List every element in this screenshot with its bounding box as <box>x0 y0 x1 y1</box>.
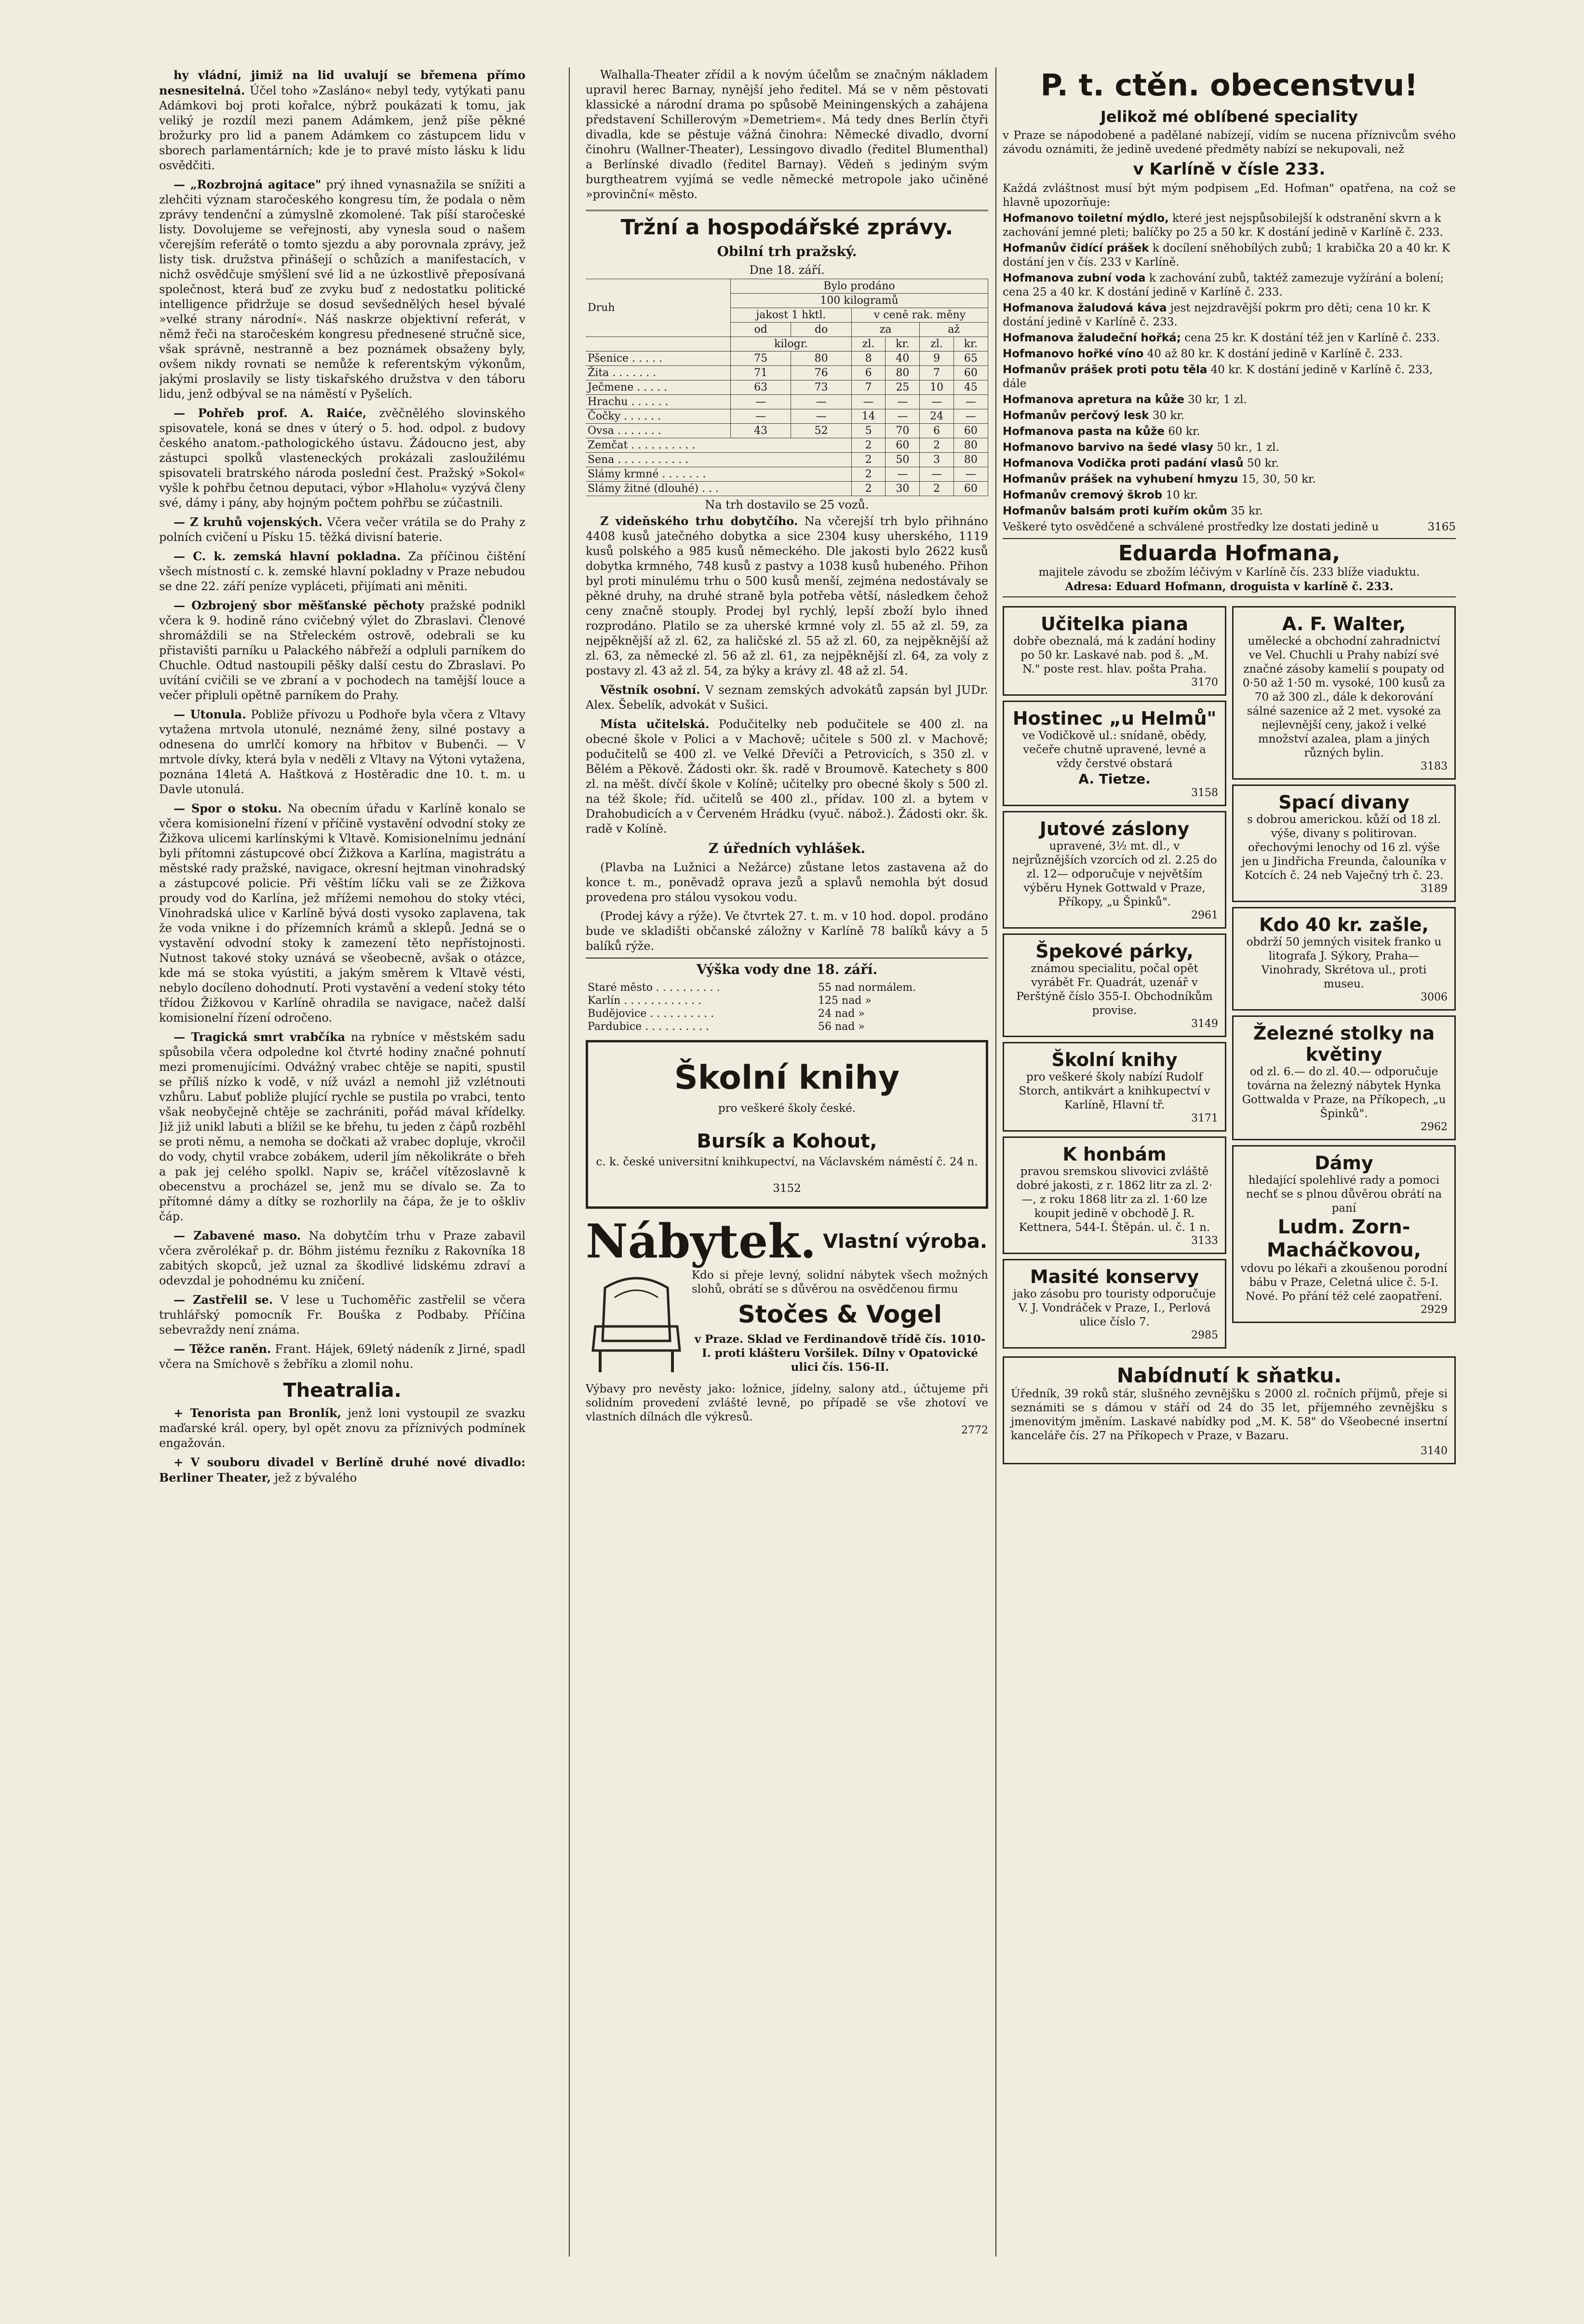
row-name: Pšenice . . . . . <box>586 351 730 366</box>
cell: 2 <box>851 482 885 496</box>
paragraph-lead: — Zabavené maso. <box>174 1229 301 1243</box>
ad-marriage <box>1003 1356 1456 1464</box>
cell: 25 <box>886 380 920 395</box>
table-head-zl: zl. <box>920 337 953 351</box>
paragraph-text: jenž loni vystoupil ze svazku maďarské král. opery, byl opět znovu za příznivých podmínek engažován. <box>159 1406 525 1450</box>
paragraph: (Prodej kávy a rýže). Ve čtvrtek 27. t. m. v 10 hod. dopol. prodáno bude ve skladišti občanské záložny v Karlíně 78 balíků kávy a 5 balíků rýže. <box>586 909 988 953</box>
paragraph <box>159 514 525 545</box>
product-name: Hofmanova Vodička proti padání vlasů <box>1003 457 1244 470</box>
product-name: Hofmanův prášek na vyhubení hmyzu <box>1003 473 1238 486</box>
market-paragraphs <box>586 513 988 837</box>
paragraph-lead: — „Rozbrojná agitace" <box>174 177 322 191</box>
table-head-druh: Druh <box>586 279 730 337</box>
row-name: Zemčat . . . . . . . . . . <box>586 438 851 453</box>
paragraph-text: na rybníce v městském sadu spůsobila včera odpoledne kol čtvrté hodiny značné pohnutí mezi promenujícími. Odvážný vrabec chtěje se napiti, spustil se příliš nízko k vodě, v níž uvázl a nemohl již vzlétnouti vzhůru. Labuť pobliže plující rychle se pustila po vrabci, tento však neobyčejně chtěje se zachrániti, pořád mával křídelky. Již již unikl labuti a blížil se ke břehu, tu jeden z čápů rozběhl se proti němu, a nemoha se dočkati až vrabec dopluje, vkročil do vody, chytil vrabce zobákem, uderil jím několikráte o břeh a pak jej celého spolkl. Napiv se, kráčel vítězoslavně k obecenstvu a procházel se, jenž mu se dívalo se. Za to přítomné dámy a dítky se rozhorlily na čápa, že je to oškliv čáp. <box>159 1030 525 1223</box>
product-text: k docílení sněhobílých zubů; 1 krabička 20 a 40 kr. K dostání jen v čís. 233 v Karlíně. <box>1003 242 1450 269</box>
paragraph <box>159 549 525 594</box>
product-text: 30 kr. <box>1152 409 1185 422</box>
table-row <box>586 424 988 438</box>
cell: 70 <box>886 424 920 438</box>
table-head-od: od <box>730 323 791 337</box>
cell: — <box>886 409 920 424</box>
paragraph-text: jež z bývalého <box>274 1471 357 1485</box>
classified-ad <box>1003 701 1226 806</box>
paragraph <box>586 682 988 713</box>
ad-number: 2962 <box>1421 1121 1448 1133</box>
product-item <box>1003 409 1456 423</box>
classified-ads <box>1003 601 1456 1353</box>
paragraph-lead: — Těžce raněn. <box>174 1342 271 1356</box>
ad-title: Školní knihy <box>674 1059 900 1097</box>
cell: 2 <box>851 438 885 453</box>
table-row <box>586 380 988 395</box>
product-item <box>1003 457 1456 471</box>
paragraph-lead: — Spor o stoku. <box>174 801 282 815</box>
ad-title: A. F. Walter, <box>1282 613 1406 635</box>
ad-title: Spací divany <box>1278 792 1409 813</box>
cell: 60 <box>953 424 988 438</box>
cell: 3 <box>920 453 953 467</box>
water-place: Pardubice . . . . . . . . . . <box>588 1021 710 1033</box>
paragraph <box>159 1405 525 1451</box>
product-name: Hofmanova žaludeční hořká; <box>1003 332 1181 344</box>
ad-number: 3170 <box>1191 676 1218 689</box>
cell: — <box>886 467 920 482</box>
cell: 75 <box>730 351 791 366</box>
paragraph-text: V lese u Tuchoměřic zastřelil se včera truhlářský pomocník Fr. Bouška z Podbaby. Příčina sebevraždy není známa. <box>159 1293 525 1337</box>
paragraph <box>159 1455 525 1486</box>
ad-body: obdrží 50 jemných visitek franko u litografa J. Sýkory, Praha—Vinohrady, Skrétova ul., proti museu. <box>1246 936 1442 990</box>
cell: 63 <box>730 380 791 395</box>
cell: 5 <box>851 424 885 438</box>
product-text: jest nejzdravější pokrm pro děti; cena 10 kr. K dostání jedině v Karlíně č. 233. <box>1003 302 1430 328</box>
ad-body: jako zásobu pro touristy odporučuje V. J. Vondráček v Praze, I., Perlová ulice číslo 7. <box>1013 1288 1216 1328</box>
row-name: Žita . . . . . . . <box>586 366 730 380</box>
classified-ad <box>1232 907 1456 1011</box>
table-head-az: až <box>920 323 988 337</box>
ad-number: 3133 <box>1191 1235 1218 1247</box>
hofman-products <box>1003 212 1456 518</box>
official-paragraphs <box>586 860 988 954</box>
ad-title: Masité konservy <box>1030 1266 1199 1287</box>
sofa-illustration <box>586 1269 687 1379</box>
product-item <box>1003 347 1456 361</box>
cell: 2 <box>920 482 953 496</box>
paragraph-lead: Místa učitelská. <box>600 717 710 731</box>
water-value: 56 nad » <box>818 1021 865 1033</box>
ad-body: Výbavy pro nevěsty jako: ložnice, jídelny, salony atd., účtujeme při solidním provedení zvlášté levně, po případě se vše zhotoví ve vlastních dílnách dle výkresů. <box>586 1383 988 1423</box>
row-name: Sena . . . . . . . . . . . <box>586 453 851 467</box>
table-row <box>586 395 988 409</box>
paragraph-lead: + Tenorista pan Bronlík, <box>174 1406 341 1420</box>
ad-school-books <box>586 1040 988 1209</box>
row-name: Ječmene . . . . . <box>586 380 730 395</box>
ad-title: Nábytek. <box>586 1214 817 1269</box>
product-item <box>1003 331 1456 345</box>
ad-number: 3152 <box>773 1182 801 1195</box>
ad-title: Dámy <box>1315 1152 1373 1174</box>
table-head-kr: kr. <box>953 337 988 351</box>
classified-ad <box>1003 1259 1226 1349</box>
ad-title: Kdo 40 kr. zašle, <box>1259 914 1429 935</box>
ad-firm: Bursík a Kohout, <box>697 1130 877 1152</box>
cell: 6 <box>920 424 953 438</box>
product-text: 50 kr. <box>1247 457 1279 470</box>
classified-ad <box>1003 1042 1226 1132</box>
product-name: Hofmanovo hořké víno <box>1003 348 1144 360</box>
paragraph-text: V seznam zemských advokátů zapsán byl JUDr. Alex. Šebelík, advokát v Sušici. <box>586 683 988 712</box>
classified-ad <box>1003 811 1226 929</box>
table-row <box>586 438 988 453</box>
paragraph-lead: + V souboru divadel v Berlíně druhé nové divadlo: Berliner Theater, <box>159 1455 525 1485</box>
product-text: 40 kr. K dostání jedině v Karlíně č. 233, dále <box>1003 364 1433 390</box>
cell: — <box>953 409 988 424</box>
cell: — <box>730 395 791 409</box>
hofman-firm-line: majitele závodu se zbožím léčivým v Karlíně čís. 233 blíže viaduktu. <box>1038 566 1420 579</box>
paragraph-lead: — Ozbrojený sbor měšťanské pěchoty <box>174 598 424 612</box>
hofman-address: Adresa: Eduard Hofmann, droguista v karlíně č. 233. <box>1003 580 1456 597</box>
table-row <box>586 482 988 496</box>
table-row <box>586 1007 988 1020</box>
cell: — <box>920 395 953 409</box>
paragraph <box>159 1228 525 1288</box>
classified-ad <box>1232 1015 1456 1140</box>
cell: 9 <box>920 351 953 366</box>
ad-title: Hostinec „u Helmů" <box>1012 708 1217 729</box>
ad-number: 3189 <box>1421 883 1448 895</box>
paragraph: (Plavba na Lužnici a Nežárce) zůstane letos zastavena až do konce t. m., poněvadž oprava jezů a splavů nemohla být dosud provedena pro stálou vysokou vodu. <box>586 861 988 904</box>
product-text: cena 25 kr. K dostání též jen v Karlíně č. 233. <box>1184 332 1440 344</box>
product-name: Hofmanova zubní voda <box>1003 272 1146 284</box>
table-head-zl: zl. <box>851 337 885 351</box>
product-item <box>1003 425 1456 439</box>
paragraph-text: pražské podnikl včera k 9. hodině ráno cvičebný výlet do Zbraslavi. Členové shromáždili se na Střeleckém ostrově, odebrali se ku přistavišti parníku u Palackého nábřeží a odpluli parníkem do Chuchle. Odtud nastoupili pěšky další cestu do Zbraslavi. Po uvítání cvičili se ve zbraní a v pochodech na tamější louce a večer připluli opětně parníkem do Prahy. <box>159 599 525 702</box>
water-place: Budějovice . . . . . . . . . . <box>588 1008 714 1020</box>
product-name: Hofmanova pasta na kůže <box>1003 425 1165 438</box>
product-name: Hofmanův cremový škrob <box>1003 489 1163 501</box>
table-head-sold: Bylo prodáno <box>730 279 988 294</box>
paragraph <box>159 1029 525 1224</box>
cell: 6 <box>851 366 885 380</box>
cell: 14 <box>851 409 885 424</box>
ad-body: hledající spolehlivé rady a pomoci nechť se s plnou důvěrou obrátí na paní <box>1246 1174 1442 1215</box>
ad-sub: pro veškeré školy české. <box>718 1102 856 1115</box>
cell: 10 <box>920 380 953 395</box>
news-paragraphs <box>159 68 525 1372</box>
product-item <box>1003 242 1456 270</box>
ad-number: 2985 <box>1191 1329 1218 1341</box>
market-subheading: Obilní trh pražský. <box>717 243 857 259</box>
cell: 7 <box>920 366 953 380</box>
ad-address: v Praze. Sklad ve Ferdinandově třídě čís. 1010-I. proti klášteru Voršilek. Dílny v Opatovické ulici čís. 156-II. <box>694 1333 986 1374</box>
table-head-100kg: 100 kilogramů <box>730 294 988 308</box>
column-left <box>159 68 525 1489</box>
ads-left-column <box>1003 601 1226 1353</box>
ad-side: Vlastní výroba. <box>823 1230 988 1253</box>
hofman-intro: v Praze se nápodobené a padělané nabízejí, vidím se nucena příznivcům svého závodu oznámiti, že jedině uvedené předměty nabízí se nekupovali, než <box>1003 129 1456 156</box>
table-row <box>586 994 988 1007</box>
product-text: 50 kr., 1 zl. <box>1217 441 1279 454</box>
table-head-za: za <box>851 323 920 337</box>
market-heading: Tržní a hospodářské zprávy. <box>586 210 988 240</box>
product-text: 60 kr. <box>1168 425 1200 438</box>
ad-number: 3140 <box>1421 1445 1448 1457</box>
ad-body: ve Vodičkově ul.: snídaně, obědy, večeře chutně upravené, levné a vždy čerstvé obstará <box>1022 730 1207 770</box>
cell: 40 <box>886 351 920 366</box>
product-text: 40 až 80 kr. K dostání jedině v Karlíně č. 233. <box>1147 348 1403 360</box>
water-value: 24 nad » <box>818 1008 865 1020</box>
classified-ad <box>1232 784 1456 902</box>
paragraph-lead: — Utonula. <box>174 707 246 721</box>
ad-body: vdovu po lékaři a zkoušenou porodní bábu v Praze, Celetná ulice č. 5-I. Nové. Po přání též celé zaopatření. <box>1240 1262 1448 1303</box>
cell: — <box>886 395 920 409</box>
ad-body: dobře obeznalá, má k zadání hodiny po 50 kr. Laskavé nab. pod š. „M. N." poste rest. hlav. pošta Praha. <box>1013 635 1216 676</box>
product-text: 30 kr, 1 zl. <box>1188 393 1247 406</box>
ad-furniture <box>586 1214 988 1436</box>
row-name: Čočky . . . . . . <box>586 409 730 424</box>
water-value: 55 nad normálem. <box>818 982 916 994</box>
paragraph <box>586 513 988 678</box>
classified-ad <box>1003 933 1226 1037</box>
cell: 76 <box>791 366 852 380</box>
paragraph-text: Podučitelky neb podučitele se 400 zl. na obecné škole v Polici a v Machově; učitele s 500 zl. v Machově; podučitelů se 400 zl. ve Velké Dřevíči a Petrovicích, s 350 zl. v Bělém a Pěkově. Žádosti okr. šk. radě v Broumově. Katechety s 800 zl. na měšt. dívčí škole v Kolíně; učitelky pro obecné školy s 500 zl. na též škole; říd. učitelů se 400 zl., přídav. 100 zl. a bytem v Drahobudicích a v Červeném Hrádku (vyuč. nábož.). Žádosti okr. šk. radě v Kolíně. <box>586 717 988 836</box>
paragraph <box>159 177 525 402</box>
product-name: Hofmanův balsám proti kuřím okům <box>1003 505 1228 517</box>
water-level-table <box>586 981 988 1033</box>
ad-number: 3171 <box>1191 1112 1218 1124</box>
cell: 65 <box>953 351 988 366</box>
paragraph-lead: — Z kruhů vojenských. <box>174 515 322 529</box>
water-place: Staré město . . . . . . . . . . <box>588 982 720 994</box>
paragraph-text: prý ihned vynasnažila se snížiti a zlehčiti význam staročeského kongresu tím, že podala o něm zprávy tendenční a zúmyslně zkomolené. Tak píší staročeské listy. Dovolujeme se veřejnosti, aby vynesla soud o našem včerejším referátě o tomto sjezdu a aby porovnala zprávy, jež listy tisk. družstva přinášejí o schůzích a manifestacích, v nichž osvědčuje smýšlení své lid a ne úzkostlivě přeposívaná společnost, která buď ze zvyku buď z nedostatku politické intelligence přidržuje se dosud sevšednělých hesel bývalé »velké strany národní«. Náš naskrze objektivní referát, v němž řeči na staročeském kongresu přednesené stručně sice, však správně, nestranně a bez poznámek obsaženy byly, ovšem nikdy rovnati se nemůže k referentským výkonům, jakými proslavily se listy tiskařského družstva v den táboru lidu, jenž odbýval se na náměstí v Pyšelích. <box>159 178 525 401</box>
product-text: 15, 30, 50 kr. <box>1241 473 1316 486</box>
cell: 2 <box>851 453 885 467</box>
product-text: které jest nejspůsobilejší k odstranění skvrn a k zachování jemné pleti; balíčky po 25 a 50 kr. K dostání jedině v Karlíně č. 233. <box>1003 212 1443 239</box>
cell: — <box>791 395 852 409</box>
paragraph <box>159 405 525 511</box>
cell: — <box>730 409 791 424</box>
cell: 2 <box>851 467 885 482</box>
table-row <box>586 467 988 482</box>
cell: — <box>953 395 988 409</box>
product-item <box>1003 271 1456 299</box>
hofman-intro2: Každá zvláštnost musí být mým podpisem „Ed. Hofman" opatřena, na což se hlavně upozorňuje: <box>1003 182 1456 209</box>
table-row <box>586 453 988 467</box>
water-value: 125 nad » <box>818 995 872 1007</box>
hofman-banner: Jelikož mé oblíbené speciality <box>1100 108 1358 126</box>
cell: 80 <box>886 366 920 380</box>
table-row <box>586 351 988 366</box>
column-right <box>1003 68 1456 1469</box>
product-item <box>1003 363 1456 391</box>
product-item <box>1003 301 1456 329</box>
product-item <box>1003 504 1456 518</box>
cell: 80 <box>953 438 988 453</box>
paragraph-lead: Z videňského trhu dobytčího. <box>600 514 798 528</box>
table-row <box>586 409 988 424</box>
hofman-closing-number: 3165 <box>1427 521 1456 533</box>
grain-price-table <box>586 279 988 496</box>
ad-number: 3006 <box>1421 991 1448 1003</box>
product-item <box>1003 473 1456 486</box>
paragraph <box>586 716 988 837</box>
ad-body: od zl. 6.— do zl. 40.— odporučuje továrna na železný nábytek Hynka Gottwalda v Praze, na Příkopech, „u Špinků". <box>1242 1066 1446 1120</box>
column-middle <box>586 68 988 1436</box>
theatralia-heading: Theatralia. <box>283 1379 402 1402</box>
cell: 60 <box>886 438 920 453</box>
paragraph-text: Pobliže přívozu u Podhoře byla včera z Vltavy vytažena mrtvola utonulé, neznámé ženy, silné postavy a odnesena do umrlčí komory na hřbitov v Bubenči. — V mrtvole dívky, která byla v neděli z Vltavy na Výtoni vytažena, poznána 14letá A. Haštková z Hostěradic dne 10. t. m. u Davle utonulá. <box>159 708 525 796</box>
cell: — <box>953 467 988 482</box>
table-head-price: v ceně rak. měny <box>851 308 988 323</box>
row-name: Slámy krmné . . . . . . . <box>586 467 851 482</box>
product-name: Hofmanův prášek proti potu těla <box>1003 364 1208 376</box>
water-heading: Výška vody dne 18. září. <box>586 958 988 977</box>
paragraph-text: Frant. Hájek, 69letý nádeník z Jirné, spadl včera na Smíchově s žebříku a zlomil nohu. <box>159 1342 525 1371</box>
table-note: Na trh dostavilo se 25 vozů. <box>705 498 869 512</box>
paragraph-lead: hy vládní, jimiž na lid uvalují se břemena přímo nesnesitelná. <box>159 68 525 97</box>
ad-title: K honbám <box>1062 1144 1167 1165</box>
ad-firm: Ludm. Zorn-Macháčkovou, <box>1267 1216 1421 1261</box>
paragraph-lead: Věstník osobní. <box>600 683 700 697</box>
market-date: Dne 18. září. <box>749 263 825 277</box>
table-head-kilogr: kilogr. <box>730 337 851 351</box>
hofman-closing: Veškeré tyto osvědčené a schválené prostředky lze dostati jedině u 3165 <box>1003 521 1456 533</box>
paragraph-lead: — Zastřelil se. <box>174 1293 273 1307</box>
ad-title: Jutové záslony <box>1039 818 1190 839</box>
cell: — <box>920 467 953 482</box>
product-item <box>1003 393 1456 407</box>
cell: 8 <box>851 351 885 366</box>
ad-title: Nabídnutí k sňatku. <box>1116 1364 1342 1387</box>
product-name: Hofmanův perčový lesk <box>1003 409 1149 422</box>
product-item <box>1003 488 1456 502</box>
ad-address: c. k. české universitní knihkupectví, na Václavském náměstí č. 24 n. <box>596 1156 978 1168</box>
ad-number: 3183 <box>1421 760 1448 772</box>
cell: 80 <box>953 453 988 467</box>
ad-number: 2772 <box>961 1424 988 1436</box>
paragraph <box>159 801 525 1026</box>
ad-title: Železné stolky na květiny <box>1253 1023 1435 1065</box>
table-head-jakost: jakost 1 hktl. <box>730 308 851 323</box>
ad-body: upravené, 3½ mt. dl., v nejrůznějších vzorcích od zl. 2.25 do zl. 12— odporučuje v největším výběru Hynek Gottwald v Praze, Příkopy, „u Špinků". <box>1012 840 1217 908</box>
hofman-location: v Karlíně v čísle 233. <box>1133 160 1326 179</box>
ad-body: Úředník, 39 roků stár, slušného zevnějšku s 2000 zl. ročních příjmů, přeje si seznámiti se s dámou v stáří od 24 do 35 let, příjemného zevnějšku s jmenovitým jměním. Laskavé nabídky pod „M. K. 58" do Všeobecné insertní kanceláře čís. 27 na Příkopech v Praze, v Bazaru. <box>1011 1388 1448 1442</box>
product-text: 10 kr. <box>1166 489 1198 501</box>
theatre-intro: Walhalla-Theater zřídil a k novým účelům se značným nákladem upravil herec Barnay, nynější jeho ředitel. Má se v něm pěstovati klassické a národní drama po spůsobě Meiningenských a zahájena představení Schillerovým »Demetriem«. Má tedy dnes Berlín čtyři divadla, kde se pěstuje vážná činohra: Německé divadlo, dvorní činohru (Wallner-Theater), Lessingovo divadlo (ředitel Blumenthal) a Berlínské divadlo (ředitel Barnay). Vědeň s jediným svým burgtheatrem vyjímá se vedle německé metropole jako učiněné »provinční« město. <box>586 68 988 201</box>
product-name: Hofmanovo toiletní mýdlo, <box>1003 212 1169 225</box>
ad-body: Kdo si přeje levný, solidní nábytek všech možných slohů, obrátí se s důvěrou na osvědčenou firmu <box>692 1269 988 1296</box>
paragraph <box>159 68 525 173</box>
cell: 2 <box>920 438 953 453</box>
hofman-heading: P. t. ctěn. obecenstvu! <box>1040 68 1418 103</box>
ad-number: 2961 <box>1191 909 1218 921</box>
paragraph-lead: — Tragická smrt vrabčíka <box>174 1030 346 1044</box>
table-row <box>586 366 988 380</box>
table-row <box>586 1020 988 1033</box>
paragraph-text: zvěčnělého slovinského spisovatele, koná se dnes v úterý o 5. hod. odpol. z budovy českého anatom.-pathologického ústavu. Žádoucno jest, aby zástupci spolků vlasteneckých prokázali zasloužilému spisovateli bratrského národa poslední čest. Pražský »Sokol« vyšle k pohřbu četnou deputaci, výbor »Hlaholu« vyzývá členy své, dámy i pány, aby hojným počtem pohřbu se zúčastnili. <box>159 406 525 510</box>
row-name: Ovsa . . . . . . . <box>586 424 730 438</box>
paragraph <box>159 598 525 703</box>
ad-body: umělecké a obchodní zahradnictví ve Vel. Chuchli u Prahy nabízí své značné zásoby kamelií s poupaty od 0·50 až 1·50 m. vysoké, 100 kusů za 70 až 300 zl., dále k dekorování sálné sazenice až 2 met. vysoké za nejlevnější ceny, jakož i velké množství azalea, plam a jiných různých bylin. <box>1242 635 1446 759</box>
cell: 80 <box>791 351 852 366</box>
paragraph-text: Na dobytčím trhu v Praze zabavil včera zvěrolékař p. dr. Böhm jistému řezníku z Rakovníka 18 zabitých skopců, jež uznal za škodlivé lidskému zdraví a odevzdal je pohodnému ku zničení. <box>159 1229 525 1287</box>
cell: 7 <box>851 380 885 395</box>
classified-ad <box>1003 606 1226 696</box>
product-name: Hofmanův čidící prášek <box>1003 242 1149 255</box>
cell: 24 <box>920 409 953 424</box>
product-item <box>1003 441 1456 455</box>
classified-ad <box>1232 606 1456 780</box>
product-name: Hofmanova žaludová káva <box>1003 302 1167 314</box>
paragraph <box>159 1292 525 1338</box>
paragraph-lead: — Pohřeb prof. A. Raiće, <box>174 406 367 420</box>
cell: — <box>791 409 852 424</box>
row-name: Slámy žitné (dlouhé) . . . <box>586 482 851 496</box>
ad-body: pravou sremskou slivovici zvláště dobré jakosti, z r. 1862 litr za zl. 2·—, z roku 1868 litr za zl. 1·60 lze koupit jedině v obchodě J. R. Kettnera, 544-I. Štěpán. ul. č. 1 n. <box>1016 1165 1213 1234</box>
paragraph-text: Včera večer vrátila se do Prahy z polních cvičení u Písku 15. těžká divisní baterie. <box>159 515 525 544</box>
paragraph-text: Na obecním úřadu v Karlíně konalo se včera komisionelní řízení v příčině vystavění odvodní stoky ze Žižkova ulicemi karlínskými k Vltavě. Komisionelnímu jednání byli přítomni zástupcové obcí Žižkova a Karlína, magistrátu a městské rady pražské, navigace, okresní hejtman vinohradský a zástupcové policie. Při věštím líčku vali se ze Žižkova proudy vod do Karlína, jež mřížemi nemohou do stoky vtéci, Vinohradská ulice v Karlíně bývá dosti vysoko zaplavena, tak že voda vniknе i do přízemních krámů a sklepů. Jedná se o vystavění odvodní stoky k zamezení těto nepřístojnosti. Nutnost takové stoky uznává se všeobecně, avšak o otázce, kde má se stoka vyústiti, a jakým směrem k Vltavě vésti, nebylo docíleno dohodnutí. Proti vystavění a vedení stoky této třídou Žižkovou v Karlíně ohradila se navigace, načež další komisionelní řízení odročeno. <box>159 802 525 1025</box>
ad-signature: A. Tietze. <box>1078 771 1151 787</box>
hofman-firm: Eduarda Hofmana, <box>1003 538 1456 566</box>
classified-ad <box>1003 1136 1226 1254</box>
ad-number: 3149 <box>1191 1018 1218 1030</box>
cell: 43 <box>730 424 791 438</box>
ad-number: 3158 <box>1191 787 1218 799</box>
official-heading: Z úředních vyhlášek. <box>708 840 866 856</box>
column-rule <box>569 68 570 2256</box>
ad-body: pro veškeré školy nabízí Rudolf Storch, antikvárt a knihkupectví v Karlíně, Hlavní tř. <box>1019 1071 1210 1111</box>
ad-body: s dobrou americkou. kůží od 18 zl. výše, divany s politirovan. ořechovými lenochy od 16 zl. výše jen u Jindřicha Freunda, čalouníka v Kotcích č. 24 neb Vaječný trh č. 23. <box>1241 813 1447 882</box>
row-name: Hrachu . . . . . . <box>586 395 730 409</box>
paragraph-lead: — C. k. zemská hlavní pokladna. <box>174 549 401 563</box>
theatralia-paragraphs <box>159 1405 525 1486</box>
paragraph-text: Na včerejší trh bylo přihnáno 4408 kusů jatečného dobytka a sice 2304 kusy uherského, 1119 kusů polského a 985 kusů německého. Dle jakosti bylo 2622 kusů dobytka krmného, 748 kusů z pastvy a 1038 kusů hubeného. Přihon byl proti minulému trhu o 500 kusů menší, zejména nedostávaly se pěkné druhy, na druhé straně byla potřeba větší, následkem čehož ceny značně stouply. Prodej byl rychlý, lepší zboží bylo ihned rozprodáno. Platilo se za uherské krmné voly zl. 55 až zl. 59, za nejpěknější až zl. 62, za haličské zl. 55 až zl. 60, za nejpěknější až zl. 63, za německé zl. 56 až zl. 61, za nejpěknější zl. 64, za voly z postavy zl. 43 až zl. 54, za býky a krávy zl. 48 až zl. 54. <box>586 514 988 677</box>
water-place: Karlín . . . . . . . . . . . . <box>588 995 702 1007</box>
product-name: Hofmanovo barvivo na šedé vlasy <box>1003 441 1213 454</box>
cell: — <box>851 395 885 409</box>
paragraph <box>159 1341 525 1372</box>
table-head-kr: kr. <box>886 337 920 351</box>
cell: 45 <box>953 380 988 395</box>
ad-title: Školní knihy <box>1051 1049 1178 1070</box>
classified-ad <box>1232 1145 1456 1323</box>
cell: 60 <box>953 366 988 380</box>
ad-title: Špekové párky, <box>1035 941 1194 962</box>
ad-body: známou specialitu, počal opět vyrábět Fr. Quadrát, uzenář v Perštýně číslo 355-I. Obchodníkům provise. <box>1016 962 1213 1017</box>
ads-right-column <box>1232 601 1456 1353</box>
ad-title: Učitelka piana <box>1040 613 1189 635</box>
cell: 52 <box>791 424 852 438</box>
cell: 50 <box>886 453 920 467</box>
product-text: 35 kr. <box>1231 505 1263 517</box>
table-row <box>586 981 988 994</box>
product-name: Hofmanova apretura na kůže <box>1003 393 1184 406</box>
column-rule <box>995 68 996 2256</box>
ad-firm: Stočes & Vogel <box>738 1300 942 1328</box>
cell: 71 <box>730 366 791 380</box>
product-text: k zachování zubů, taktéž zamezuje vyžírání a bolení; cena 25 a 40 kr. K dostání jedině v Karlíně č. 233. <box>1003 272 1444 298</box>
table-head-do: do <box>791 323 852 337</box>
cell: 60 <box>953 482 988 496</box>
ad-number: 2929 <box>1421 1304 1448 1316</box>
paragraph-text: Za příčinou čištění všech místností c. k. zemské hlavní pokladny v Praze nebudou se dne 22. září peníze vypláceti, přijímati ani měniti. <box>159 550 525 593</box>
product-item <box>1003 212 1456 240</box>
cell: 73 <box>791 380 852 395</box>
paragraph-text: Účel toho »Zasláno« nebyl tedy, vytýkati panu Adámkovi boj proti kořalce, nýbrž poukázati k tomu, jak veliký je rozdíl mezi panem Adámkem, jenž píše pěkné brožurky pro lid a panem Adámkem co zástupcem lidu v sborech parlamentárních; kde je to pravé místo lásku k lidu osvědčiti. <box>159 84 525 172</box>
cell: 30 <box>886 482 920 496</box>
paragraph <box>159 707 525 797</box>
